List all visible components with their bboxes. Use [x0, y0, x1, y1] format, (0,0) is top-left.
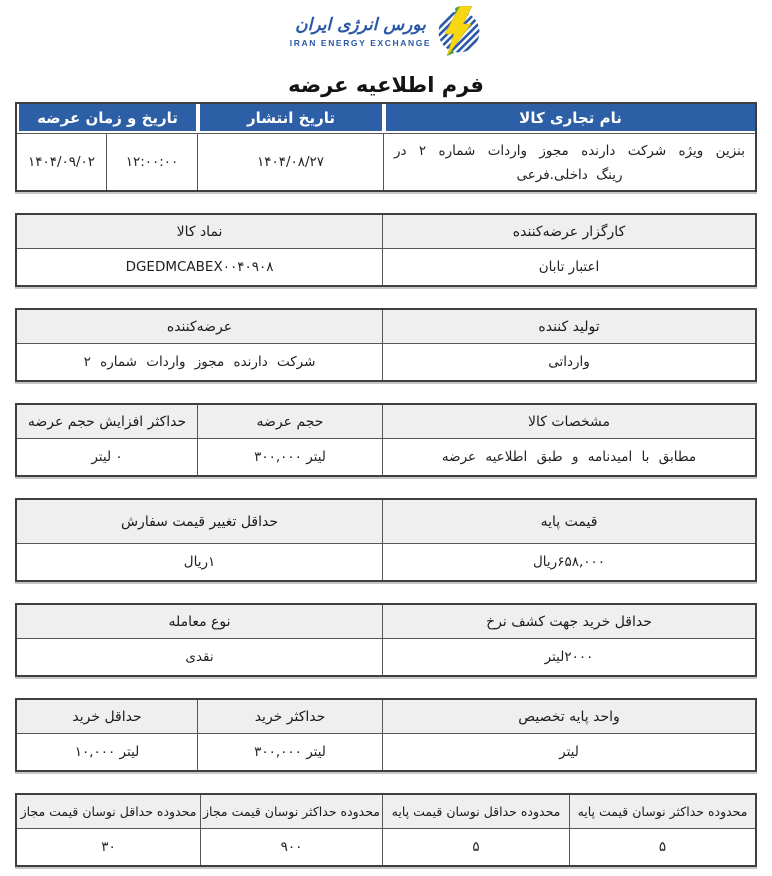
supply-time-value: ۱۲:۰۰:۰۰: [107, 133, 198, 190]
table-allocation: [15, 698, 757, 772]
min-purchase-discovery-value: ۲۰۰۰لیتر: [383, 638, 755, 675]
exchange-logo: [0, 0, 772, 58]
supply-date-value: ۱۴۰۴/۰۹/۰۲: [17, 133, 107, 190]
producer-value: وارداتی: [383, 343, 755, 380]
min-order-price-change-header: حداقل تغییر قیمت سفارش: [17, 500, 383, 543]
symbol-value: DGEDMCABEX۰۰۴۰۹۰۸: [17, 248, 383, 285]
min-order-price-change-value: ۱ریال: [17, 543, 383, 580]
symbol-header: نماد کالا: [17, 215, 383, 248]
table-broker: [15, 213, 757, 287]
table-price: [15, 498, 757, 582]
trade-type-header: نوع معامله: [17, 605, 383, 638]
max-base-fluctuation-header: محدوده حداکثر نوسان قیمت پایه: [570, 795, 755, 828]
producer-header: تولید کننده: [383, 310, 755, 343]
lightning-bolt-icon: [438, 6, 482, 56]
trade-type-value: نقدی: [17, 638, 383, 675]
supplier-broker-value: اعتبار تابان: [383, 248, 755, 285]
max-volume-increase-header: حداکثر افزایش حجم عرضه: [17, 405, 198, 438]
supply-volume-header: حجم عرضه: [198, 405, 383, 438]
supplier-value: شرکت دارنده مجوز واردات شماره ۲: [17, 343, 383, 380]
max-base-fluctuation-value: ۵: [570, 828, 755, 865]
base-unit-value: لیتر: [383, 733, 755, 770]
max-allowed-fluctuation-header: محدوده حداکثر نوسان قیمت مجاز: [201, 795, 383, 828]
table-specs: [15, 403, 757, 477]
min-base-fluctuation-header: محدوده حداقل نوسان قیمت پایه: [383, 795, 570, 828]
supply-datetime-header: تاریخ و زمان عرضه: [17, 104, 198, 133]
base-price-value: ۶۵۸,۰۰۰ریال: [383, 543, 755, 580]
commodity-specs-header: مشخصات کالا: [383, 405, 755, 438]
supplier-broker-header: کارگزار عرضه‌کننده: [383, 215, 755, 248]
publish-date-value: ۱۴۰۴/۰۸/۲۷: [198, 133, 384, 190]
trade-name-header: نام تجاری کالا: [384, 104, 755, 133]
min-purchase-discovery-header: حداقل خرید جهت کشف نرخ: [383, 605, 755, 638]
min-allowed-fluctuation-value: ۳۰: [17, 828, 201, 865]
supplier-header: عرضه‌کننده: [17, 310, 383, 343]
max-allowed-fluctuation-value: ۹۰۰: [201, 828, 383, 865]
publish-date-header: تاریخ انتشار: [198, 104, 384, 133]
exchange-logo-text: [290, 15, 431, 48]
table-producer: [15, 308, 757, 382]
max-purchase-value: لیتر ۳۰۰,۰۰۰: [198, 733, 383, 770]
base-unit-header: واحد پایه تخصیص: [383, 700, 755, 733]
base-price-header: قیمت پایه: [383, 500, 755, 543]
exchange-name-en: IRAN ENERGY EXCHANGE: [289, 37, 432, 48]
trade-name-value: بنزین ویژه شرکت دارنده مجوز واردات شماره ۲ در رینگ داخلی.فرعی: [384, 133, 755, 190]
exchange-name-fa: بورس انرژی ایران: [295, 14, 426, 35]
min-allowed-fluctuation-header: محدوده حداقل نوسان قیمت مجاز: [17, 795, 201, 828]
min-purchase-value: لیتر ۱۰,۰۰۰: [17, 733, 198, 770]
table-announcement: [15, 102, 757, 192]
table-discovery: [15, 603, 757, 677]
table-fluctuation: [15, 793, 757, 867]
max-purchase-header: حداکثر خرید: [198, 700, 383, 733]
min-base-fluctuation-value: ۵: [383, 828, 570, 865]
page-title: فرم اطلاعیه عرضه: [288, 73, 484, 97]
min-purchase-header: حداقل خرید: [17, 700, 198, 733]
max-volume-increase-value: ۰ لیتر: [17, 438, 198, 475]
supply-volume-value: لیتر ۳۰۰,۰۰۰: [198, 438, 383, 475]
commodity-specs-value: مطابق با امیدنامه و طبق اطلاعیه عرضه: [383, 438, 755, 475]
